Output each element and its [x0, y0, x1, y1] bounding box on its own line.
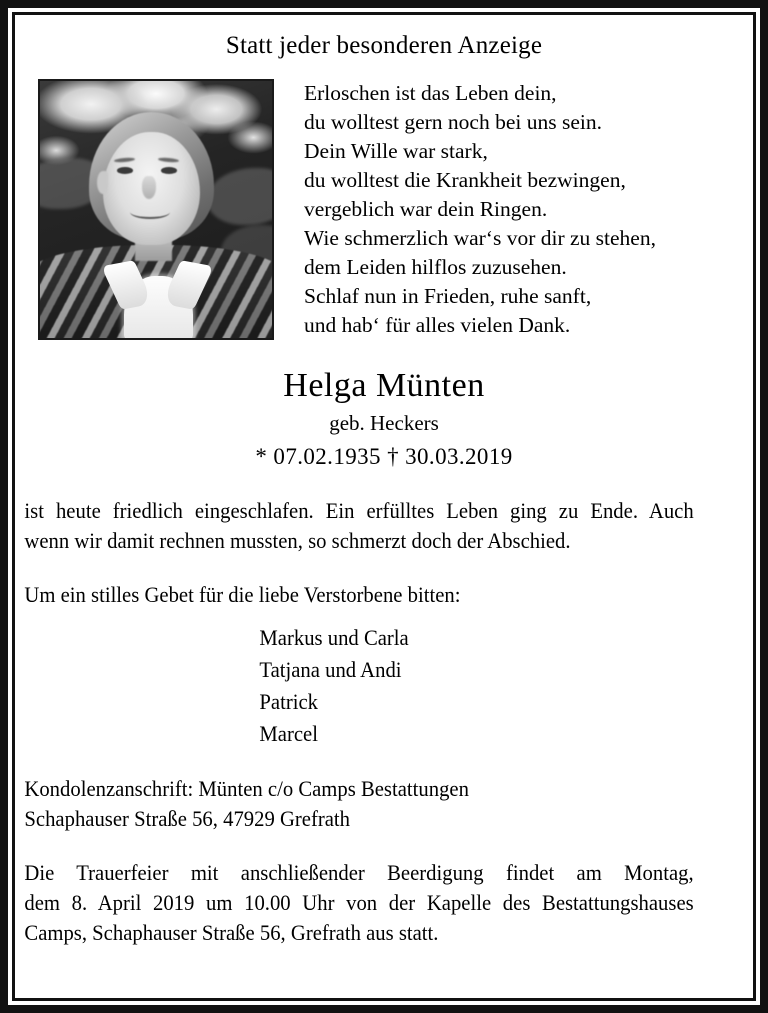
eye-right	[161, 167, 177, 174]
deceased-name-block	[15, 366, 753, 472]
headline: Statt jeder besonderen Anzeige	[225, 32, 543, 59]
announcement-paragraph	[24, 496, 693, 556]
survivor-line: Marcel	[259, 721, 318, 746]
funeral-details	[24, 858, 693, 948]
poem-line: vergeblich war dein Ringen.	[304, 197, 548, 221]
funeral-details-line: Camps, Schaphauser Straße 56, Grefrath aus statt.	[24, 920, 439, 945]
survivor-line: Patrick	[259, 689, 318, 714]
notice-frame-gap	[8, 8, 760, 1005]
portrait-photo	[38, 79, 274, 340]
deceased-maiden-name: geb. Heckers	[329, 411, 439, 435]
poem-line: Schlaf nun in Frieden, ruhe sanft,	[304, 284, 592, 308]
poem-line: Erloschen ist das Leben dein,	[304, 81, 557, 105]
funeral-details-line: dem 8. April 2019 um 10.00 Uhr von der Kapelle des Bestattungshauses	[24, 890, 694, 915]
eye-left	[117, 167, 133, 174]
poem-line: du wolltest gern noch bei uns sein.	[304, 110, 602, 134]
deceased-dates: * 07.02.1935 † 30.03.2019	[255, 444, 513, 469]
poem-line: Dein Wille war stark,	[304, 139, 488, 163]
deceased-name: Helga Münten	[283, 367, 485, 404]
survivors-list	[24, 622, 693, 750]
photo-and-poem-row	[15, 79, 753, 340]
survivor-line: Tatjana und Andi	[259, 657, 402, 682]
announcement-line: wenn wir damit rechnen mussten, so schmerzt doch der Abschied.	[24, 528, 571, 553]
survivor-line: Markus und Carla	[259, 625, 409, 650]
poem-line: Wie schmerzlich war‘s vor dir zu stehen,	[304, 226, 656, 250]
poem-line: dem Leiden hilflos zuzusehen.	[304, 255, 567, 279]
condolence-address-line: Kondolenzanschrift: Münten c/o Camps Bestattungen	[24, 776, 469, 801]
notice-inner-frame	[12, 12, 756, 1001]
prayer-request: Um ein stilles Gebet für die liebe Verstorbene bitten:	[24, 582, 461, 607]
poem-line: und hab‘ für alles vielen Dank.	[304, 313, 571, 337]
condolence-address-line: Schaphauser Straße 56, 47929 Grefrath	[24, 806, 351, 831]
announcement-line: ist heute friedlich eingeschlafen. Ein erfülltes Leben ging zu Ende. Auch	[24, 498, 694, 523]
notice-body	[15, 496, 709, 948]
poem-line: du wolltest die Krankheit bezwingen,	[304, 168, 626, 192]
funeral-details-line: Die Trauerfeier mit anschließender Beerdigung findet am Montag,	[24, 860, 694, 885]
memorial-poem	[304, 79, 656, 340]
condolence-address	[24, 774, 693, 834]
ear	[97, 171, 109, 194]
